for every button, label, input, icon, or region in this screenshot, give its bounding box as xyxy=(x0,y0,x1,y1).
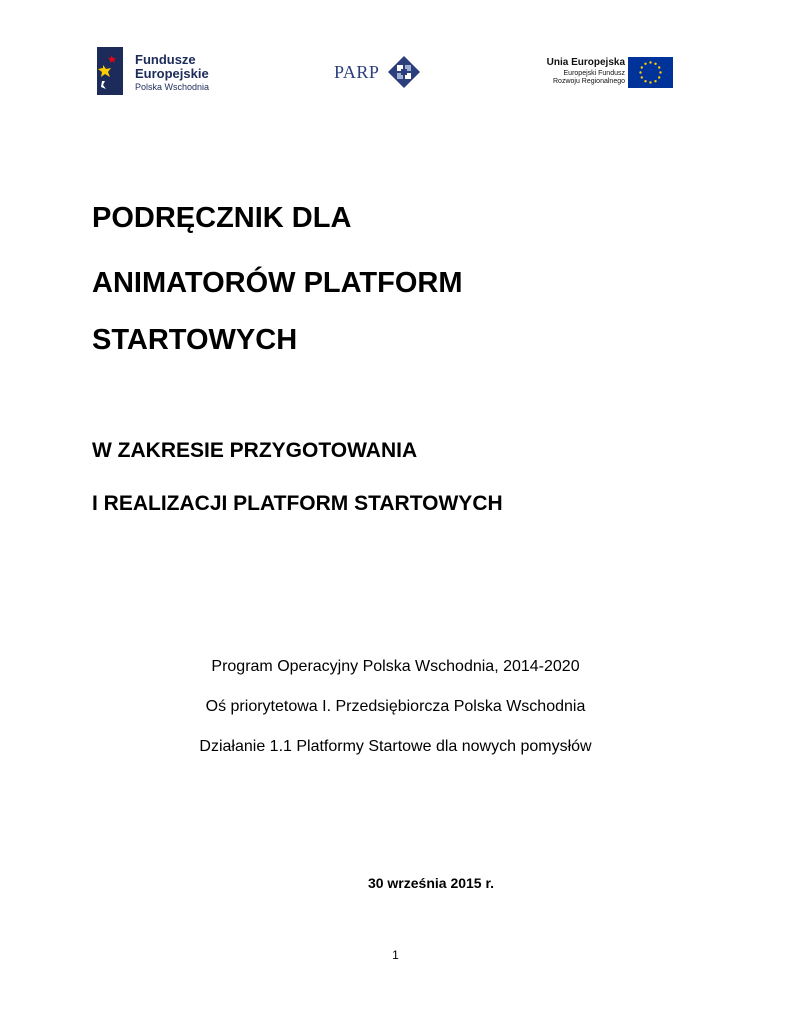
document-title-line1: PODRĘCZNIK DLA xyxy=(92,202,352,234)
eu-flag-icon xyxy=(628,57,673,88)
document-title-line3: STARTOWYCH xyxy=(92,324,298,356)
page-number: 1 xyxy=(392,948,399,962)
ue-line2: Europejski Fundusz xyxy=(563,70,625,77)
document-subtitle-line2: I REALIZACJI PLATFORM STARTOWYCH xyxy=(92,492,503,515)
fundusze-line3: Polska Wschodnia xyxy=(135,82,210,92)
program-line1: Program Operacyjny Polska Wschodnia, 2014-2020 xyxy=(211,658,580,675)
parp-emblem-icon xyxy=(387,55,421,89)
program-line3: Działanie 1.1 Platformy Startowe dla nowych pomysłów xyxy=(199,738,592,755)
ue-line1: Unia Europejska xyxy=(546,57,625,68)
fundusze-line1: Fundusze xyxy=(135,52,196,67)
parp-text: PARP xyxy=(334,62,380,82)
program-line2: Oś priorytetowa I. Przedsiębiorcza Polska Wschodnia xyxy=(205,698,586,715)
document-date: 30 września 2015 r. xyxy=(367,875,495,891)
parp-logo xyxy=(334,55,426,89)
document-title-line2: ANIMATORÓW PLATFORM xyxy=(92,267,463,299)
document-subtitle-line1: W ZAKRESIE PRZYGOTOWANIA xyxy=(92,439,418,462)
ue-line3: Rozwoju Regionalnego xyxy=(553,78,625,85)
fundusze-line2: Europejskie xyxy=(135,66,209,81)
fundusze-europejskie-logo xyxy=(97,47,217,97)
unia-europejska-logo xyxy=(540,57,675,89)
fundusze-europejskie-emblem-icon xyxy=(97,47,127,95)
